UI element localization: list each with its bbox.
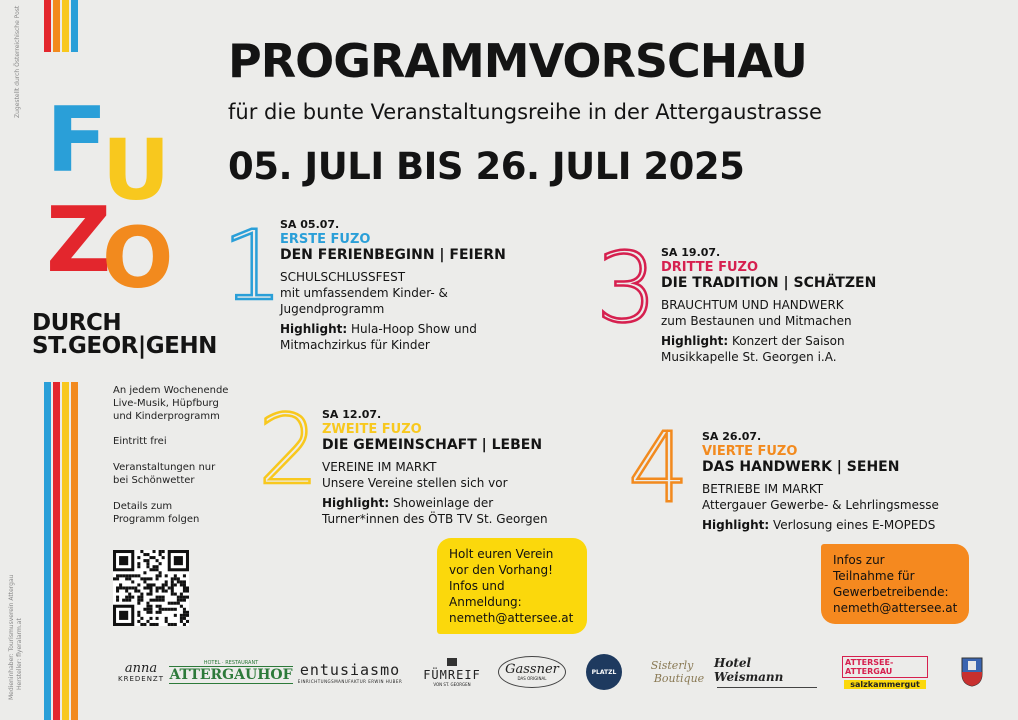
sponsor-entusiasmo-sub: EINRICHTUNGSMANUFAKTUR ERWIN HUBER xyxy=(297,678,403,684)
info-bubble-orange xyxy=(821,544,969,624)
event-body xyxy=(280,269,570,317)
event-date: SA 05.07. xyxy=(280,218,340,231)
stripe-orange-top xyxy=(53,0,60,52)
sponsor-anna-text: anna xyxy=(124,660,158,676)
highlight-text: Musikkapelle St. Georgen i.A. xyxy=(661,350,837,364)
highlight-text: Verlosung eines E-MOPEDS xyxy=(769,518,936,532)
event-body-line: SCHULSCHLUSSFEST xyxy=(280,270,406,284)
vertical-note-bottom-2: Hersteller: flyeralarm.at xyxy=(16,618,23,690)
sponsor-platzl-text: PLATZL xyxy=(591,668,617,676)
tagline-line-2: ST.GEOR|GEHN xyxy=(32,333,217,359)
side-info-line: bei Schönwetter xyxy=(113,475,195,486)
sponsor-attersee-attergau xyxy=(842,654,928,690)
sponsor-filmreif-sub: VON ST. GEORGEN xyxy=(433,681,471,687)
event-highlight xyxy=(702,517,992,533)
event-kicker: VIERTE FUZO xyxy=(702,444,798,459)
vertical-note-bottom-1: Medieninhaber: Tourismusverein Attergau xyxy=(8,574,15,700)
sponsor-entusiasmo xyxy=(292,654,408,690)
coat-of-arms-icon xyxy=(960,654,984,690)
info-bubble-yellow xyxy=(437,538,587,634)
event-number-3: 3 xyxy=(596,232,658,344)
contact-email[interactable]: nemeth@attersee.at xyxy=(833,601,958,615)
stripe-blue-top xyxy=(71,0,78,52)
event-kicker: ERSTE FUZO xyxy=(280,232,371,247)
stripe-yellow-bottom xyxy=(62,382,69,720)
sponsor-weismann-text: Hotel Weismann xyxy=(714,656,784,684)
highlight-text: Turner*innen des ÖTB TV St. Georgen xyxy=(322,512,548,526)
sponsor-attergauhof-sub: HOTEL · RESTAURANT xyxy=(203,660,259,666)
sponsor-anna-sub: KREDENZT xyxy=(118,674,164,683)
highlight-label: Highlight: xyxy=(702,518,770,532)
side-info-line: Programm folgen xyxy=(113,514,200,525)
bubble-line: Holt euren Verein xyxy=(449,547,554,561)
sponsor-entusiasmo-text: entusiasmo xyxy=(299,660,401,679)
logo-letter-f: F xyxy=(46,88,108,193)
highlight-text: Showeinlage der xyxy=(389,496,494,510)
sponsor-filmreif xyxy=(422,654,482,690)
side-info-3 xyxy=(113,461,215,487)
sponsor-attergauhof-text: ATTERGAUHOF xyxy=(169,667,293,683)
sponsor-anna xyxy=(116,654,166,690)
logo-tagline xyxy=(32,312,217,358)
event-headline: DIE GEMEINSCHAFT | LEBEN xyxy=(322,437,543,453)
sponsor-attersee-sub: salzkammergut xyxy=(844,680,926,689)
tagline-line-1: DURCH xyxy=(32,310,122,336)
event-headline: DIE TRADITION | SCHÄTZEN xyxy=(661,275,877,291)
event-body-line: Jugendprogramm xyxy=(280,302,385,316)
vertical-note-top: Zugestellt durch Österreichische Post xyxy=(14,5,21,118)
event-headline: DEN FERIENBEGINN | FEIERN xyxy=(280,247,506,263)
page-subtitle: für die bunte Veranstaltungsreihe in der Attergaustrasse xyxy=(228,100,822,124)
highlight-text: Mitmachzirkus für Kinder xyxy=(280,338,430,352)
event-body-line: zum Bestaunen und Mitmachen xyxy=(661,314,852,328)
event-body xyxy=(661,297,961,329)
event-number-4: 4 xyxy=(628,412,690,524)
highlight-text: Konzert der Saison xyxy=(728,334,845,348)
side-info-line: Details zum xyxy=(113,501,173,512)
side-info-line: und Kinderprogramm xyxy=(113,411,220,422)
sponsor-platzl xyxy=(586,654,622,690)
side-info-line: An jedem Wochenende xyxy=(113,385,229,396)
side-info-line: Veranstaltungen nur xyxy=(113,462,216,473)
highlight-text: Hula-Hoop Show und xyxy=(347,322,477,336)
event-body-line: mit umfassendem Kinder- & xyxy=(280,286,448,300)
bubble-line: Infos und Anmeldung: xyxy=(449,579,522,609)
event-highlight xyxy=(280,321,570,353)
sponsor-attersee-text: ATTERSEE-ATTERGAU xyxy=(842,656,928,678)
event-body-line: VEREINE IM MARKT xyxy=(322,460,437,474)
qr-code[interactable] xyxy=(113,550,189,626)
logo-letter-z: Z xyxy=(46,188,112,293)
event-dates: 05. JULI BIS 26. JULI 2025 xyxy=(228,145,745,188)
sponsor-sisterly-text: Sisterly xyxy=(650,659,694,672)
event-headline: DAS HANDWERK | SEHEN xyxy=(702,459,900,475)
event-date: SA 26.07. xyxy=(702,430,762,443)
highlight-label: Highlight: xyxy=(322,496,390,510)
event-body-line: BETRIEBE IM MARKT xyxy=(702,482,824,496)
side-info-2: Eintritt frei xyxy=(113,436,167,447)
sponsor-weismann xyxy=(714,654,820,690)
event-number-1: 1 xyxy=(222,210,284,322)
stripe-red-bottom xyxy=(53,382,60,720)
event-body xyxy=(702,481,992,513)
sponsor-sisterly-sub: Boutique xyxy=(653,672,705,685)
stripe-red-top xyxy=(44,0,51,52)
event-body-line: BRAUCHTUM UND HANDWERK xyxy=(661,298,844,312)
event-2 xyxy=(322,408,612,527)
bubble-line: Gewerbetreibende: xyxy=(833,585,949,599)
event-body-line: Unsere Vereine stellen sich vor xyxy=(322,476,508,490)
sponsor-weismann-line xyxy=(717,687,817,688)
sponsor-sisterly xyxy=(640,654,704,690)
sponsor-filmreif-text: FÜMREIF xyxy=(423,667,481,682)
event-highlight xyxy=(661,333,961,365)
sponsor-attergauhof xyxy=(169,654,293,690)
contact-email[interactable]: nemeth@attersee.at xyxy=(449,611,574,625)
film-icon xyxy=(447,658,457,666)
event-1 xyxy=(280,218,570,353)
event-number-2: 2 xyxy=(258,394,320,506)
event-body xyxy=(322,459,612,491)
logo-letter-o: O xyxy=(102,209,174,307)
event-4 xyxy=(702,430,992,533)
stripe-orange-bottom xyxy=(71,382,78,720)
stripe-blue-bottom xyxy=(44,382,51,720)
side-info-1 xyxy=(113,384,228,423)
stripe-yellow-top xyxy=(62,0,69,52)
event-date: SA 12.07. xyxy=(322,408,382,421)
page-title: PROGRAMMVORSCHAU xyxy=(228,34,807,88)
event-highlight xyxy=(322,495,612,527)
sponsor-gassner xyxy=(498,656,566,688)
event-3 xyxy=(661,246,961,365)
event-kicker: ZWEITE FUZO xyxy=(322,422,422,437)
event-kicker: DRITTE FUZO xyxy=(661,260,758,275)
bubble-line: Teilnahme für xyxy=(833,569,915,583)
event-body-line: Attergauer Gewerbe- & Lehrlingsmesse xyxy=(702,498,939,512)
sponsor-gassner-sub: DAS ORIGINAL xyxy=(517,676,547,681)
bubble-line: vor den Vorhang! xyxy=(449,563,553,577)
side-info-4 xyxy=(113,500,199,526)
highlight-label: Highlight: xyxy=(280,322,348,336)
logo-letter-u: U xyxy=(102,121,171,219)
side-info-line: Live-Musik, Hüpfburg xyxy=(113,398,219,409)
sponsor-gassner-text: Gassner xyxy=(505,662,559,677)
bubble-line: Infos zur xyxy=(833,553,885,567)
event-date: SA 19.07. xyxy=(661,246,721,259)
shield-icon xyxy=(961,657,983,687)
highlight-label: Highlight: xyxy=(661,334,729,348)
